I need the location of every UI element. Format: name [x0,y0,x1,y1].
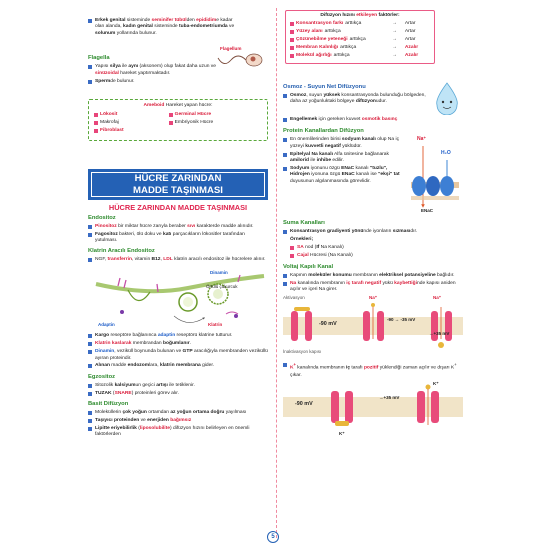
bullet-protein-3: Sodyum iyonunu özgü ENaC kanalı "tuzlu", Hidrojen iyonuna özgü ENaC kanalı ise "ekşi" tat duyusunun algılanmasında görevlidir. [283,166,405,185]
amoeboid-item: Embriyonik Hücre [169,120,262,126]
diffusion-factors-list [290,21,430,60]
right-column [283,0,463,439]
bullet-osmoz-2: Engellemek için gereken kuvvet osmotik basınç [283,117,463,123]
page-title: HÜCRE ZARINDAN MADDE TAŞINMASI [88,169,268,200]
amoeboid-item: Lökosit [94,112,169,118]
enac-illustration [407,136,463,218]
amoeboid-box [88,99,268,141]
bullet-ekzo-1: Sitozolik kalsiyumun geçici artışı ile tetiklenir. [88,383,268,389]
bullet-kargo: Kargo reseptöre bağlanınca adaptin reseptörü klatrine tutturur. [88,333,268,339]
diffusion-factor-row: Molekül ağırlığı arttıkça → Azalır [290,53,430,59]
bullet-basit-1: Moleküllerin çok yoğun ortamdan az yoğun ortama doğru yayılması [88,410,268,416]
clathrin-illustration [88,266,268,332]
dinamin-label: Dinamin [210,269,228,275]
enac-channel-icon [407,136,463,218]
section-subtitle: HÜCRE ZARINDAN MADDE TAŞINMASI [108,202,248,212]
bullet-suma-1: Konsantrasyon gradiyenti yönünde iyonların sızmasıdır. [283,229,463,235]
ekzositoz-heading: Egzositoz [88,373,116,380]
aktivasyon-label: Aktivasyon [283,295,305,301]
k-channel-states-icon [283,381,463,439]
bullet-alinan: Alınan madde endozomlara, klatrin membrana gider. [88,363,268,369]
amoeboid-item: Makrofaj [94,120,169,126]
osmoz-heading: Osmoz - Suyun Net Difüzyonu [283,83,366,90]
diffusion-factors-box [285,10,435,64]
ornekler-label: Örnekleri; [290,237,314,243]
bullet-voltaj-1: Kapının moleküler konumu membranın elektriksel potansiyeline bağlıdır. [283,273,463,279]
flagella-heading: Flagella [88,55,110,62]
arrow-right-icon: → [392,21,397,27]
suma-kanal-heading: Suma Kanalları [283,219,325,226]
k-label-2: K⁺ [433,381,439,386]
bullet-protein-1: En önemlilerinden birisi sodyum kanalı olup Na iç yüzeyi kuvvetli negatif yüklüdür. [283,137,405,150]
mv-pos35-label: →+35 mV [429,331,450,337]
diffusion-factor-row: Konsantrasyon farkı arttıkça → Artar [290,21,430,27]
bullet-klatrin-kasilma: Klatrin kaslarak membrandan boğumlanır. [88,341,268,347]
bullet-suma-3: Cajal Hücresi (Na Kanalı) [290,253,463,259]
arrow-right-icon: → [392,29,397,35]
bullet-suma-2: SA nod (If Na Kanalı) [290,245,463,251]
ortulu-label: Örtülü çukurcuk [206,283,238,289]
endositoz-heading: Endositoz [88,214,116,221]
h2o-label: H₂O [441,149,451,156]
bullet-flagella-2: Spermde bulunur. [88,79,268,85]
klatrin-heading: Klatrin Aracılı Endositoz [88,248,155,255]
bullet-dinamin: Dinamin, veziküll boynunda bulunan ve GTP aracılığıyla membranden veziküllü ayıran proteindir. [88,349,268,362]
column-divider [276,8,277,538]
na-label: Na⁺ [417,135,427,142]
diffusion-factor-row: Yüzey alanı arttıkça → Artar [290,29,430,35]
bullet-ekzo-2: TUZAK (SNARE) proteinleri görev alır. [88,391,268,397]
flagellum-label: Flagellum [220,46,242,51]
page-number: 5 [267,531,279,543]
bullet-endo-1: Pinositoz bir miktar hücre zarıyla beraber sıvı karakterde madde alınıdır. [88,224,268,230]
bullet-basit-3: Lipitte eriyebilirlik (liposolubilite) difüzyon hızını belirleyen en önemli faktörlerden [88,426,268,439]
bullet-erkek: Erkek genital sisteminde seminifer tübülden epididime kadar olan alanda, kadın genital sisteminde tuba-endometriumda ve solunum yollarında bulunur. [88,18,268,37]
bullet-voltaj-3: K+ kanalında membranın iç tarafı pozitif yüklendiği zaman açılır ve dışarı K+ çıkar. [283,362,463,379]
enac-label: ENaC [421,207,434,213]
na-channel-illustration [283,295,463,359]
basit-difuzyon-heading: Basit Difüzyon [88,401,129,408]
arrow-right-icon: → [392,45,397,51]
bullet-basit-2: Taşıyıcı proteinden ve enerjiden bağımsız [88,418,268,424]
na-small-label-1: Na⁺ [369,295,378,301]
amoeboid-list [94,112,262,134]
bullet-flagella-1: Yapısı silya ile aynı (aksonem) olup fakat daha uzun ve sinüzoidal hareket yaptırmaktadır. [88,64,268,77]
bullet-klatrin: NGF, transferrin, vitamin B12, LDL klatrin aracılı endositoz ile hücrelere alınır. [88,257,268,263]
bullet-voltaj-2: Na kanalında membranın iç tarafı negatif yükü kaybettiğinde kapısı aniden açılır ve içeri Na girer. [283,281,463,294]
amoeboid-item: Germinal Hücre [169,112,262,118]
mv-neg90-to-label: -90 → -35 mV [387,317,416,323]
bullet-osmoz-1: Osmoz, suyun yüksek konsantrasyonda bulunduğu bölgeden, daha az yoğunluktaki bölgeye difüzyonudur. [283,93,427,106]
adaptin-label: Adaptin [98,321,115,327]
voltaj-kanal-heading: Voltaj Kapılı Kanal [283,263,334,270]
diffusion-factors-title: Difüzyon hızını etkileyen faktörler: [320,13,400,18]
clathrin-diagram-icon [88,266,268,332]
k-label-1: K⁺ [339,431,345,436]
left-column [88,0,268,439]
bullet-protein-2: Epitelyal Na kanalı Alfa ünitesine bağlanarak amilorid ile inhibe edilir. [283,152,405,165]
mv-neg90-label: -90 mV [319,321,337,328]
arrow-right-icon: → [392,53,397,59]
water-drop-icon [431,81,463,115]
klatrin-label: Klatrin [208,321,223,327]
k-mv-pos35-label: →+35 mV [379,395,400,400]
inaktivasyon-label: İnaktivasyon kapısı [283,349,322,355]
bullet-endo-2: Fagositoz bakteri, ölü doku ve katı parçacıkların lökositler tarafından yutulması. [88,232,268,245]
k-channel-illustration [283,381,463,439]
na-small-label-2: Na⁺ [433,295,442,301]
protein-kanal-heading: Protein Kanallardan Difüzyon [283,128,364,135]
amoeboid-item: Fibroblast [94,128,169,134]
sperm-icon [216,40,266,70]
amoeboid-title: Ameboid Hareket yapan hücre: [143,103,213,109]
diffusion-factor-row: Membran Kalınlığı arttıkça → Azalır [290,45,430,51]
k-mv-neg90-label: -90 mV [295,401,313,407]
flagellum-illustration [216,40,266,70]
diffusion-factor-row: Çözünebilme yeteneği arttıkça → Artar [290,37,430,43]
arrow-right-icon: → [392,37,397,43]
